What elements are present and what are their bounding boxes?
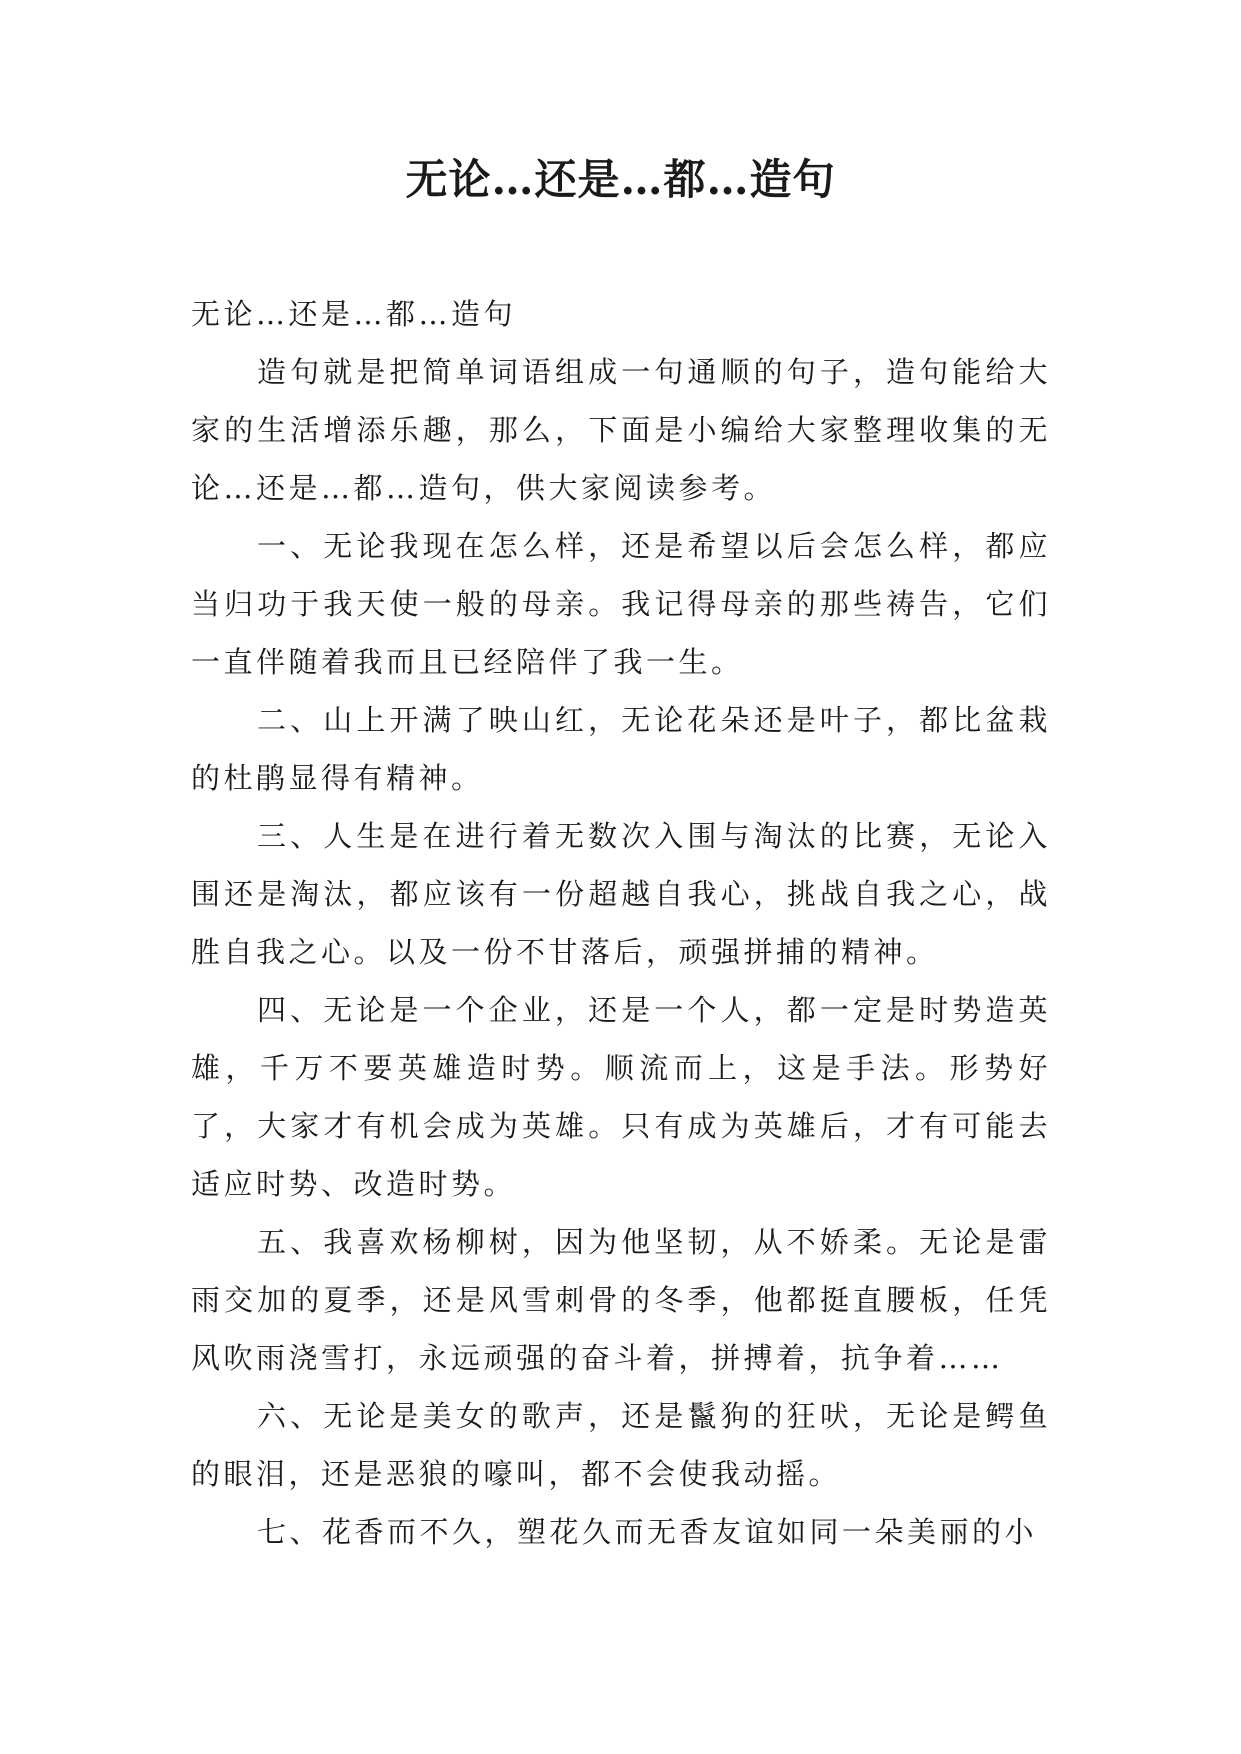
document-subheading: 无论…还是…都…造句 [191, 297, 517, 331]
example-sentence-1: 一、无论我现在怎么样，还是希望以后会怎么样，都应当归功于我天使一般的母亲。我记得母亲的那些祷告，它们一直伴随着我而且已经陪伴了我一生。 [191, 529, 1051, 679]
document-title: 无论…还是…都…造句 [405, 155, 836, 204]
example-sentence-7: 七、花香而不久，塑花久而无香友谊如同一朵美丽的小 [257, 1515, 1038, 1549]
example-sentence-2: 二、山上开满了映山红，无论花朵还是叶子，都比盆栽的杜鹃显得有精神。 [191, 703, 1051, 795]
intro-paragraph: 造句就是把简单词语组成一句通顺的句子，造句能给大家的生活增添乐趣，那么，下面是小编给大家整理收集的无论…还是…都…造句，供大家阅读参考。 [191, 355, 1051, 505]
example-sentence-5: 五、我喜欢杨柳树，因为他坚韧，从不娇柔。无论是雷雨交加的夏季，还是风雪刺骨的冬季，他都挺直腰板，任凭风吹雨浇雪打，永远顽强的奋斗着，拼搏着，抗争着…… [191, 1225, 1051, 1375]
document-body [191, 285, 1051, 1561]
example-sentence-6: 六、无论是美女的歌声，还是鬣狗的狂吠，无论是鳄鱼的眼泪，还是恶狼的嚎叫，都不会使我动摇。 [191, 1399, 1051, 1491]
example-sentence-3: 三、人生是在进行着无数次入围与淘汰的比赛，无论入围还是淘汰，都应该有一份超越自我心，挑战自我之心，战胜自我之心。以及一份不甘落后，顽强拼捕的精神。 [191, 819, 1051, 969]
example-sentence-4: 四、无论是一个企业，还是一个人，都一定是时势造英雄，千万不要英雄造时势。顺流而上，这是手法。形势好了，大家才有机会成为英雄。只有成为英雄后，才有可能去适应时势、改造时势。 [191, 993, 1051, 1201]
